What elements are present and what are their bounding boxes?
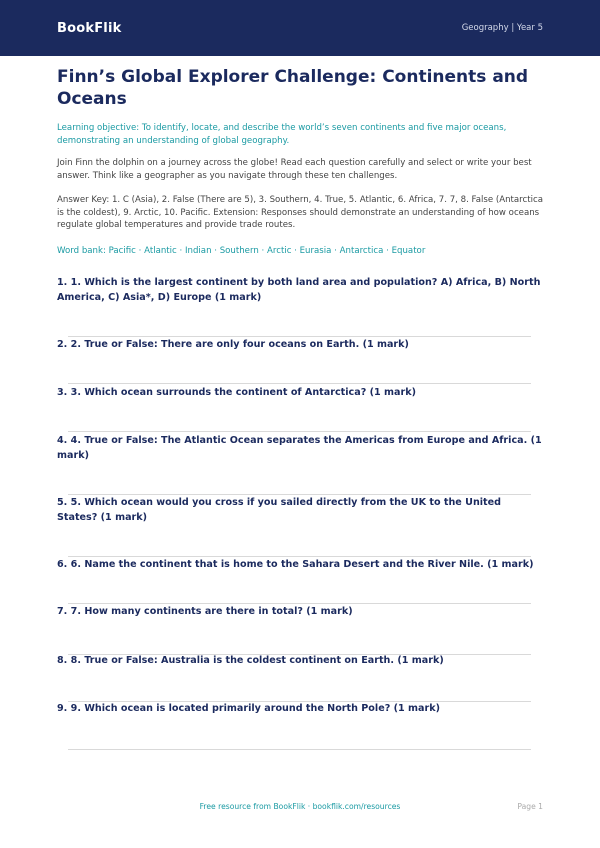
question-6: 6. 6. Name the continent that is home to the Sahara Desert and the River Nile. (1 mark) <box>57 559 534 570</box>
subject-year-label: Geography | Year 5 <box>461 23 543 33</box>
footer-resource-link[interactable]: Free resource from BookFlik · bookflik.com/resources <box>199 802 401 811</box>
question-8: 8. 8. True or False: Australia is the coldest continent on Earth. (1 mark) <box>57 655 444 666</box>
answer-line-3[interactable] <box>68 431 531 432</box>
answer-key: Answer Key: 1. C (Asia), 2. False (There are 5), 3. Southern, 4. True, 5. Atlantic, 6. Africa, 7. 7, 8. False (Antarctica is the coldest), 9. Arctic, 10. Pacific. Extension: Responses should demonstrate an understanding of how oceans regulate global temperatures and provide trade routes. <box>57 195 543 230</box>
page-number: Page 1 <box>517 802 543 811</box>
intro-paragraph: Join Finn the dolphin on a journey across the globe! Read each question carefully and select or write your best answer. Think like a geographer as you navigate through these ten challenges. <box>57 158 532 181</box>
word-bank: Word bank: Pacific · Atlantic · Indian · Southern · Arctic · Eurasia · Antarctica · Equator <box>57 246 426 256</box>
page-title: Finn’s Global Explorer Challenge: Continents and Oceans <box>57 67 529 109</box>
brand-logo-text[interactable]: BookFlik <box>57 20 122 36</box>
question-7: 7. 7. How many continents are there in total? (1 mark) <box>57 606 353 617</box>
question-3: 3. 3. Which ocean surrounds the continent of Antarctica? (1 mark) <box>57 387 416 398</box>
question-4: 4. 4. True or False: The Atlantic Ocean separates the Americas from Europe and Africa. (1 mark) <box>57 435 542 461</box>
question-2: 2. 2. True or False: There are only four oceans on Earth. (1 mark) <box>57 339 409 350</box>
question-1: 1. 1. Which is the largest continent by both land area and population? A) Africa, B) North America, C) Asia*, D) Europe (1 mark) <box>57 277 541 303</box>
answer-line-9[interactable] <box>68 749 531 750</box>
page-header <box>0 0 600 56</box>
question-5: 5. 5. Which ocean would you cross if you sailed directly from the UK to the United States? (1 mark) <box>57 497 502 523</box>
answer-line-2[interactable] <box>68 383 531 384</box>
learning-objective: Learning objective: To identify, locate, and describe the world’s seven continents and five major oceans, demonstrating an understanding of global geography. <box>57 123 507 146</box>
question-9: 9. 9. Which ocean is located primarily around the North Pole? (1 mark) <box>57 703 440 714</box>
